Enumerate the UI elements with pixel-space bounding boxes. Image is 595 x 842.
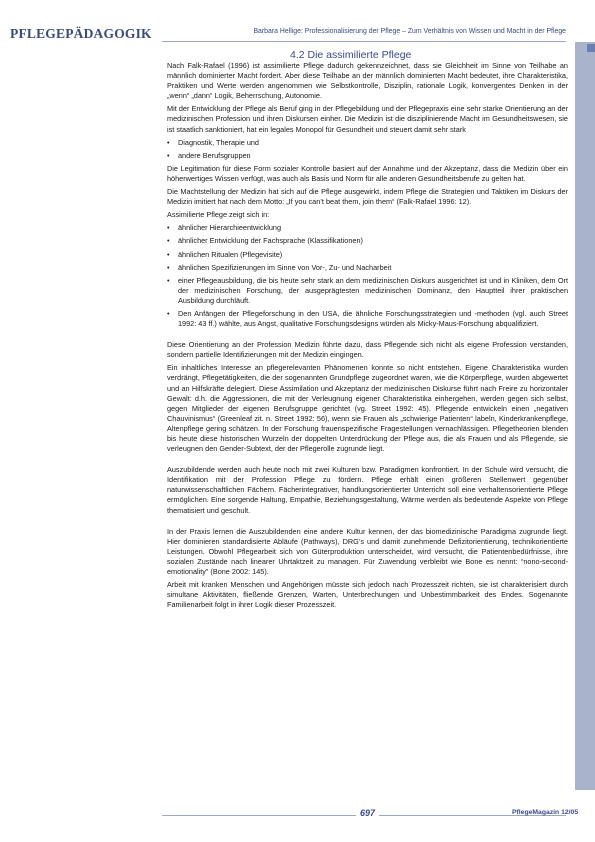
list-item: • ähnlichen Spezifizierungen im Sinne von Vor-, Zu- und Nacharbeit bbox=[167, 263, 568, 273]
paragraph: Assimilierte Pflege zeigt sich in: bbox=[167, 210, 270, 220]
paragraph: Die Legitimation für diese Form sozialer Kontrolle basiert auf der Annahme und der Akzeptanz, dass die Medizin über ein höherwertiges Wissen verfügt, was auch als Basis und Norm für alle anderen Gesundheitsberufe zu gelten hat. bbox=[167, 163, 568, 183]
section-title: 4.2 Die assimilierte Pflege bbox=[290, 49, 412, 61]
side-margin-bar bbox=[575, 42, 595, 790]
paragraph: Arbeit mit kranken Menschen und Angehörigen müsste sich jedoch nach Prozesszeit richten, sie ist charakterisiert durch simultane Aktivitäten, fließende Grenzen, Warten, Unterbrechungen und Unbestimmbarkeit des Endes. Sogenannte Familienarbeit folgt in ihrer Logik dieser Prozesszeit. bbox=[167, 580, 568, 610]
section-gap bbox=[167, 332, 568, 340]
list-item: • Diagnostik, Therapie und bbox=[167, 138, 568, 148]
list-item: • ähnlichen Ritualen (Pflegevisite) bbox=[167, 250, 568, 260]
page-number: 697 bbox=[356, 808, 379, 818]
list-item: • einer Pflegeausbildung, die bis heute sehr stark an dem medizinischen Diskurs ausgerichtet ist und in Kliniken, dem Ort der medizinischen Forschung, der ausgeprägtesten medizinischen Dominanz, den Hauptteil ihrer praktischen Ausbildung durchläuft. bbox=[167, 276, 568, 306]
bullet-list bbox=[167, 223, 568, 329]
section-gap bbox=[167, 519, 568, 527]
running-head: Barbara Hellige: Professionalisierung der Pflege – Zum Verhältnis von Wissen und Macht in der Pflege bbox=[253, 28, 566, 35]
bullet-list bbox=[167, 138, 568, 161]
paragraph: In der Praxis lernen die Auszubildenden eine andere Kultur kennen, der das biomedizinische Paradigma zugrunde liegt. Hier dominieren standardisierte Abläufe (Pathways), DRG’s und damit zunehmende Defizitorientierung, technikorientierte Leistungen. Obwohl Pflegearbeit sich von Güterproduktion unterscheidet, wird versucht, die Patientenbedürfnisse, ihre sozialen Zustände nach linearer Uhrtaktzeit zu managen. Für Zuwendung verbleibt wie Bone es nennt: “nono-second-emotionality” (Bone 2002: 145). bbox=[167, 526, 568, 577]
paragraph: Die Machtstellung der Medizin hat sich auf die Pflege ausgewirkt, indem Pflege die Strategien und Taktiken im Diskurs der Medizin imitiert hat nach dem Motto: „If you can’t beat them, join them“ (Falk-Rafael 1996: 12). bbox=[167, 187, 568, 207]
journal-issue: PflegeMagazin 12/05 bbox=[512, 809, 579, 816]
paragraph: Mit der Entwicklung der Pflege als Beruf ging in der Pflegebildung und der Pflegepraxis eine sehr starke Orientierung an der medizinischen Profession und ihren Diskursen einher. Die Medizin ist die disziplinierende Macht im Gesundheitswesen, sie ist staatlich sanktioniert, hat ein legales Monopol für Gesundheit und steuert damit sehr stark bbox=[167, 104, 568, 134]
list-item: • Den Anfängen der Pflegeforschung in den USA, die ähnliche Forschungsstrategien und -methoden (vgl. auch Street 1992: 43 ff.) wählte, aus Angst, qualitative Forschungsdesigns würden als Micky-Maus-Forschung abqualifiziert. bbox=[167, 309, 568, 329]
paragraph: Nach Falk-Rafael (1996) ist assimilierte Pflege dadurch gekennzeichnet, dass sie Gleichheit im Sinne von Teilhabe an männlich dominierter Macht fordert. Aber diese Teilhabe an der männlich dominierten Macht bedeutet, ihre Charakteristika, Praktiken und Werte werden angenommen wie Selbstkontrolle, Disziplin, rationale Logik, konvergentes Denken in der „wenn“ „dann“ Logik, Beherrschung, Autonomie. bbox=[167, 61, 568, 101]
journal-logo: PFLEGEPÄDAGOGIK bbox=[10, 26, 152, 41]
section-gap bbox=[167, 457, 568, 465]
list-item: • ähnlicher Hierarchieentwicklung bbox=[167, 223, 568, 233]
list-item: • ähnlicher Entwicklung der Fachsprache (Klassifikationen) bbox=[167, 236, 568, 246]
side-tab-marker bbox=[587, 44, 595, 52]
paragraph: Auszubildende werden auch heute noch mit zwei Kulturen bzw. Paradigmen konfrontiert. In der Schule wird versucht, die Identifikation mit der Profession Pflege zu fördern. Pflege erhält einen größeren Stellenwert gegenüber naturwissenschaftlichen Fächern. Fächerintegrativer, handlungsorientierter Unterricht soll eine verhaltensorientierte Pflege ermöglichen. Eine sorgende Haltung, Empathie, Beziehungsgestaltung, Wärme werden als bedeutende Aspekte von Pflege thematisiert und geschult. bbox=[167, 465, 568, 515]
list-item: • andere Berufsgruppen bbox=[167, 151, 568, 161]
paragraph: Ein inhaltliches Interesse an pflegerelevanten Phänomenen konnte so nicht entstehen. Eigene Charakteristika wurden verdrängt, Pflegetätigkeiten, die der sogenannten Grundpflege zugeordnet waren, wie die Körperpflege, wurden abgewertet und an Hilfskräfte delegiert. Diese Assimilation und Akzeptanz der medizinischen Diskurse führt nach Freire zu horizontaler Gewalt: d.h. die Aggressionen, die mit der Verleugnung eigener Charakteristika einhergehen, werden gegen sich selbst, gegen Mitglieder der eigenen Berufsgruppe gerichtet (vg. Street 1992: 45). Pflegende entwickeln einen „negativen Chauvinismus“ (Greenleaf zit. n. Street 1992: 56), wenn sie Frauen als „schwierige Patienten“ labeln, Kinderkrankenpflege, Altenpflege gering schätzen. In der Forschung frauenspezifische Fragestellungen vernachlässigen. Pflegetheorien blenden bis heute diese historischen Wurzeln der doppelten Unterdrückung der Pflege aus, die als Frauen und als Pflegende, sie verleugnen den Gender-Subtext, der der Pflegerolle zugrunde liegt. bbox=[167, 363, 568, 454]
header-rule bbox=[162, 41, 566, 42]
paragraph: Diese Orientierung an der Profession Medizin führte dazu, dass Pflegende sich nicht als eigene Profession verstanden, sondern partielle Identifizierungen mit der Medizin eingingen. bbox=[167, 340, 568, 360]
article-body bbox=[167, 61, 568, 613]
